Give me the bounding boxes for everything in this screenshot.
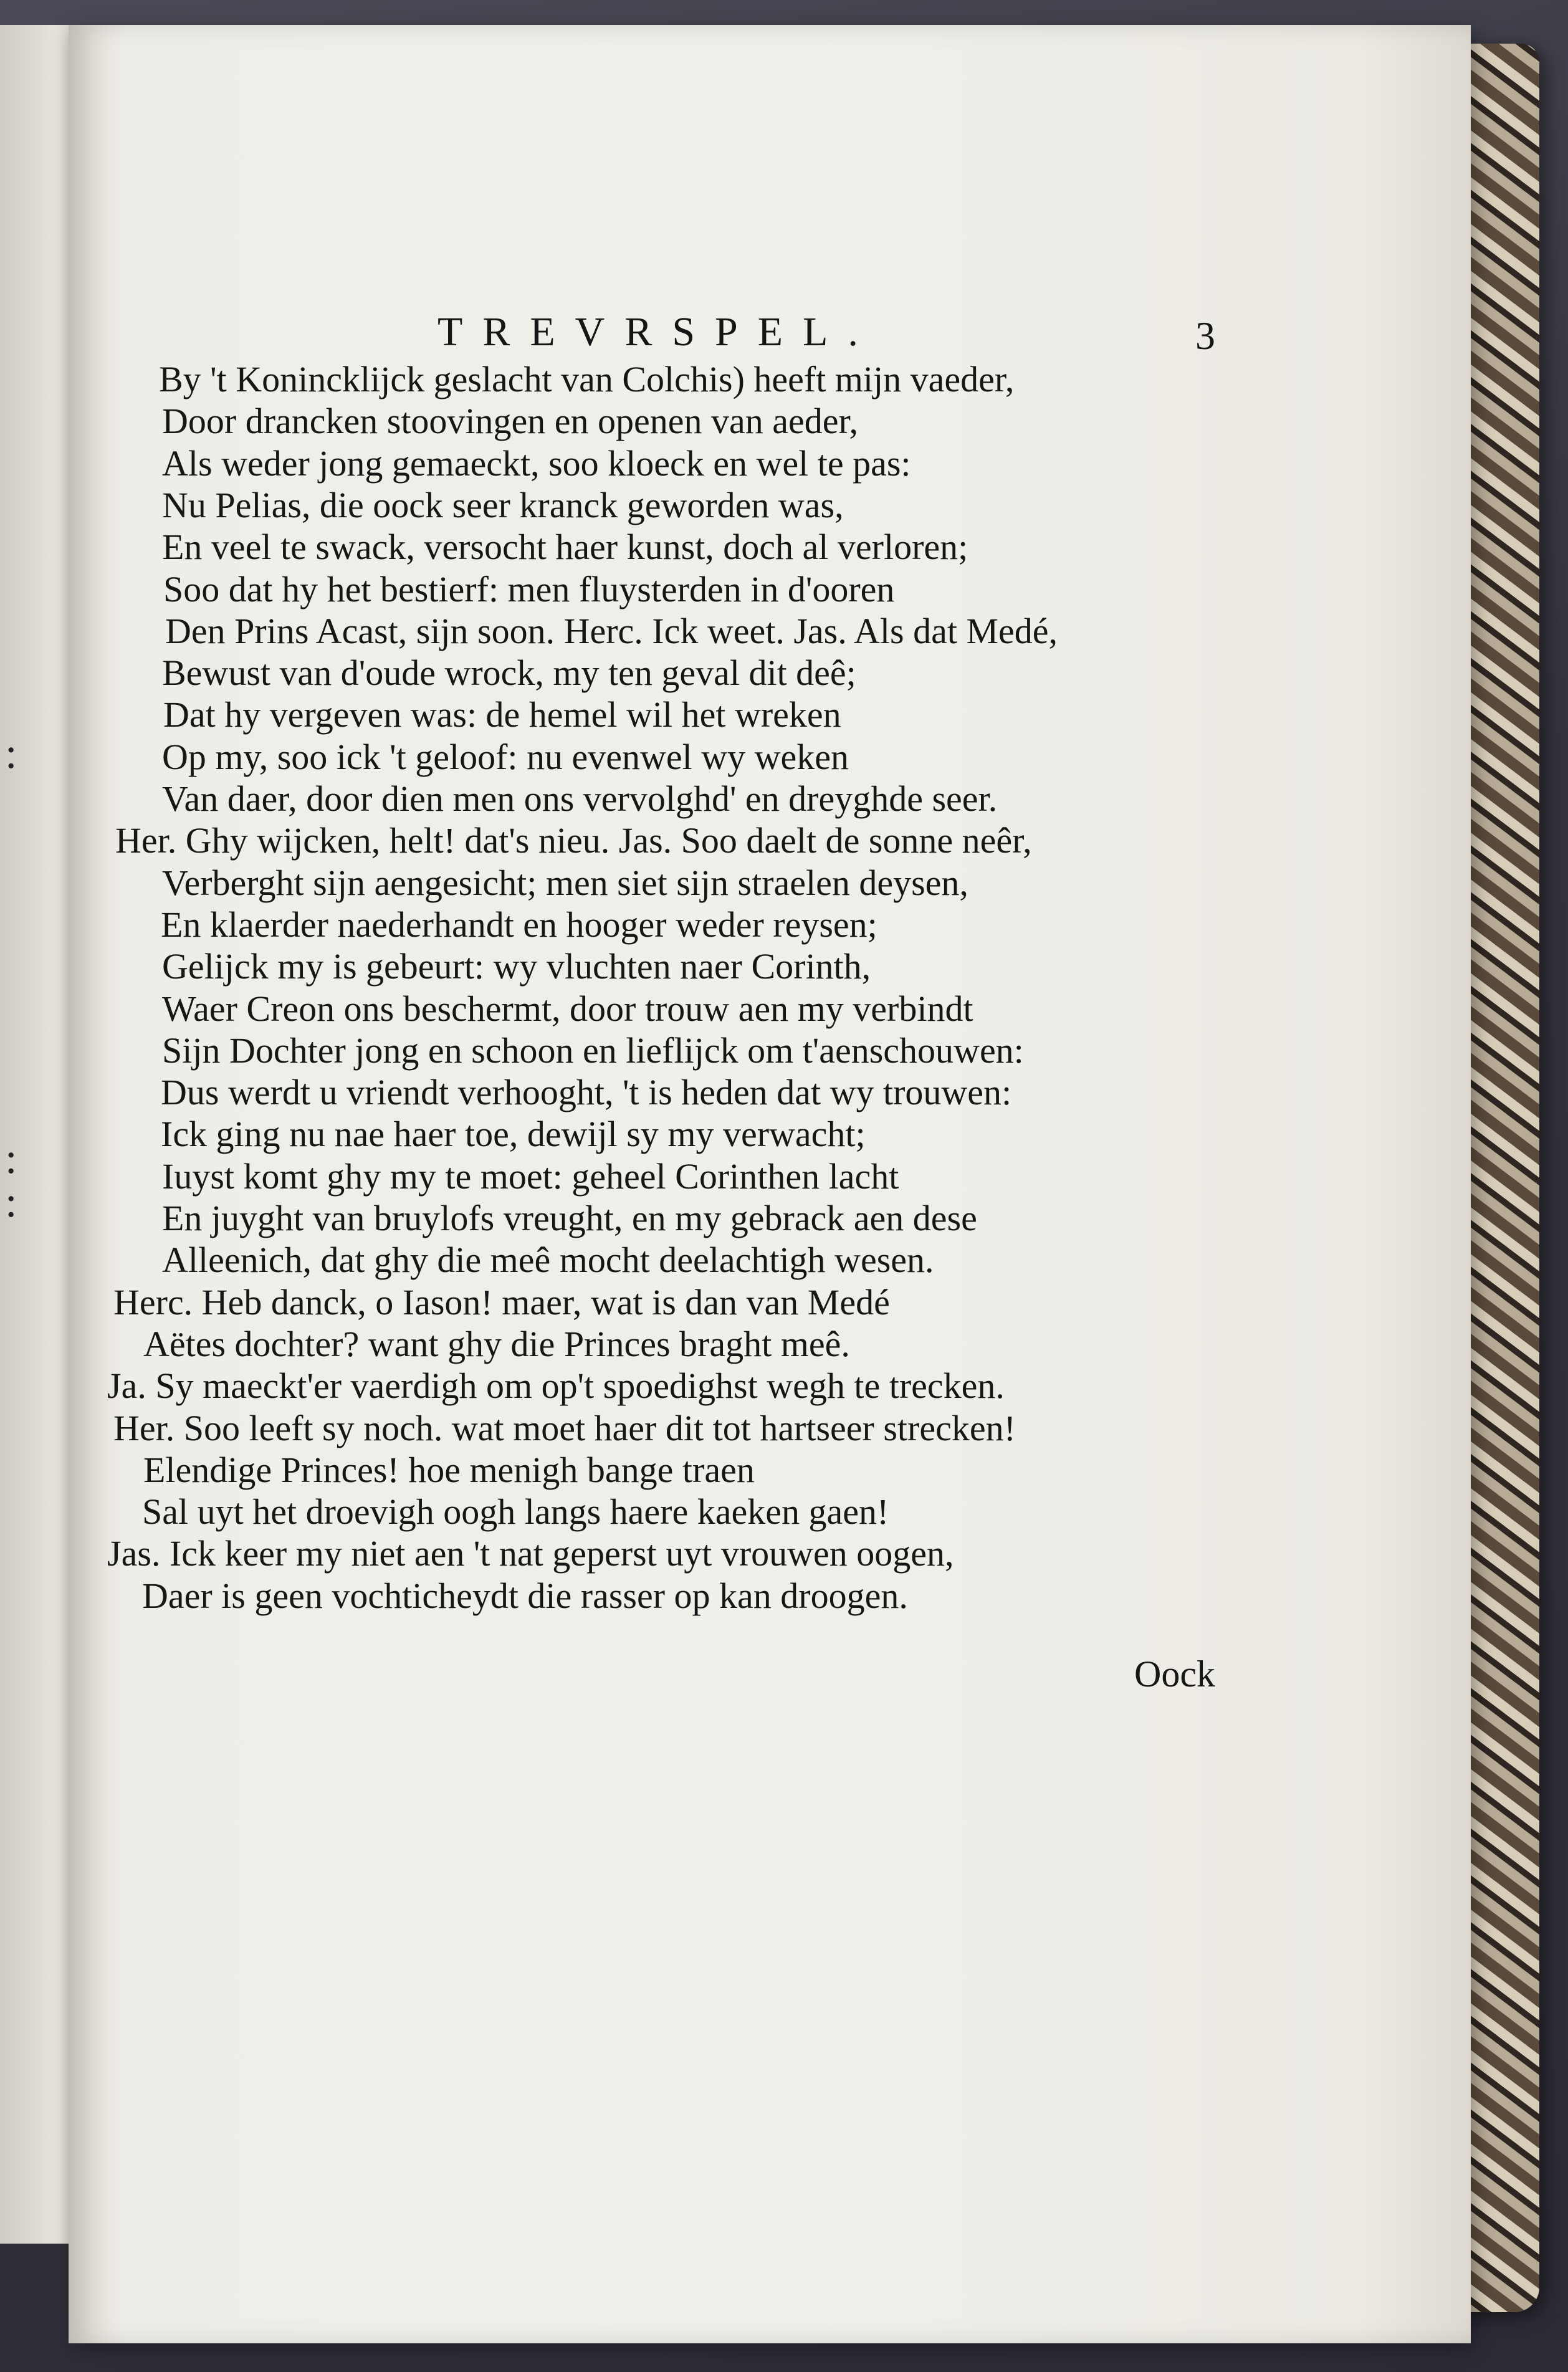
verse-line: Ick ging nu nae haer toe, dewijl sy my verwacht; <box>161 1114 866 1154</box>
verse-line: En veel te swack, versocht haer kunst, doch al verloren; <box>162 527 968 567</box>
verse-line: Van daer, door dien men ons vervolghd' en dreyghde seer. <box>162 778 998 819</box>
verse-line: Soo dat hy het bestierf: men fluysterden in d'ooren <box>163 569 895 610</box>
verse-line: Jas. Ick keer my niet aen 't nat geperst uyt vrouwen oogen, <box>107 1533 954 1574</box>
running-title: TREVRSPEL. <box>437 309 878 355</box>
verse-line: Op my, soo ick 't geloof: nu evenwel wy weken <box>162 737 849 777</box>
verse-line: Sijn Dochter jong en schoon en lieflijck om t'aenschouwen: <box>162 1030 1024 1071</box>
verse-line: Als weder jong gemaeckt, soo kloeck en wel te pas: <box>162 443 911 484</box>
verse-line: Nu Pelias, die oock seer kranck geworden was, <box>162 485 844 525</box>
verse-line: Verberght sijn aengesicht; men siet sijn straelen deysen, <box>162 863 968 903</box>
verse-line: Bewust van d'oude wrock, my ten geval dit deê; <box>162 653 856 693</box>
verse-line: En klaerder naederhandt en hooger weder reysen; <box>161 904 877 945</box>
verse-line: Dus werdt u vriendt verhooght, 't is heden dat wy trouwen: <box>161 1072 1012 1112</box>
verse-line: Alleenich, dat ghy die meê mocht deelachtigh wesen. <box>162 1240 934 1280</box>
verse-line: Dat hy vergeven was: de hemel wil het wreken <box>163 694 841 735</box>
catchword: Oock <box>1134 1653 1215 1695</box>
verse-line: Aëtes dochter? want ghy die Princes braght meê. <box>143 1324 850 1364</box>
verse-line: Den Prins Acast, sijn soon. Herc. Ick weet. Jas. Als dat Medé, <box>165 611 1058 651</box>
left-page-mark: : <box>5 730 17 778</box>
left-page-mark: : <box>5 1135 17 1183</box>
verse-line: Her. Ghy wijcken, helt! dat's nieu. Jas. Soo daelt de sonne neêr, <box>115 820 1032 861</box>
verse-line: Waer Creon ons beschermt, door trouw aen my verbindt <box>162 988 973 1029</box>
book-page <box>69 25 1471 2343</box>
verse-line: Her. Soo leeft sy noch. wat moet haer dit tot hartseer strecken! <box>113 1408 1016 1448</box>
left-page-mark: : <box>5 1179 17 1227</box>
verse-line: Elendige Princes! hoe menigh bange traen <box>143 1450 755 1490</box>
verse-line: Ja. Sy maeckt'er vaerdigh om op't spoedighst wegh te trecken. <box>107 1365 1005 1406</box>
page-number: 3 <box>1195 313 1215 358</box>
verse-line: Daer is geen vochticheydt die rasser op kan droogen. <box>142 1576 908 1616</box>
verse-line: Sal uyt het droevigh oogh langs haere kaeken gaen! <box>142 1491 889 1532</box>
verse-line: En juyght van bruylofs vreught, en my gebrack aen dese <box>162 1198 977 1238</box>
verse-line: Iuyst komt ghy my te moet: geheel Corinthen lacht <box>162 1156 899 1197</box>
verse-line: Door drancken stoovingen en openen van aeder, <box>162 401 858 441</box>
verse-line: Herc. Heb danck, o Iason! maer, wat is dan van Medé <box>113 1282 890 1322</box>
verse-line: By 't Konincklijck geslacht van Colchis) heeft mijn vaeder, <box>159 359 1015 399</box>
verse-line: Gelijck my is gebeurt: wy vluchten naer Corinth, <box>162 946 871 987</box>
